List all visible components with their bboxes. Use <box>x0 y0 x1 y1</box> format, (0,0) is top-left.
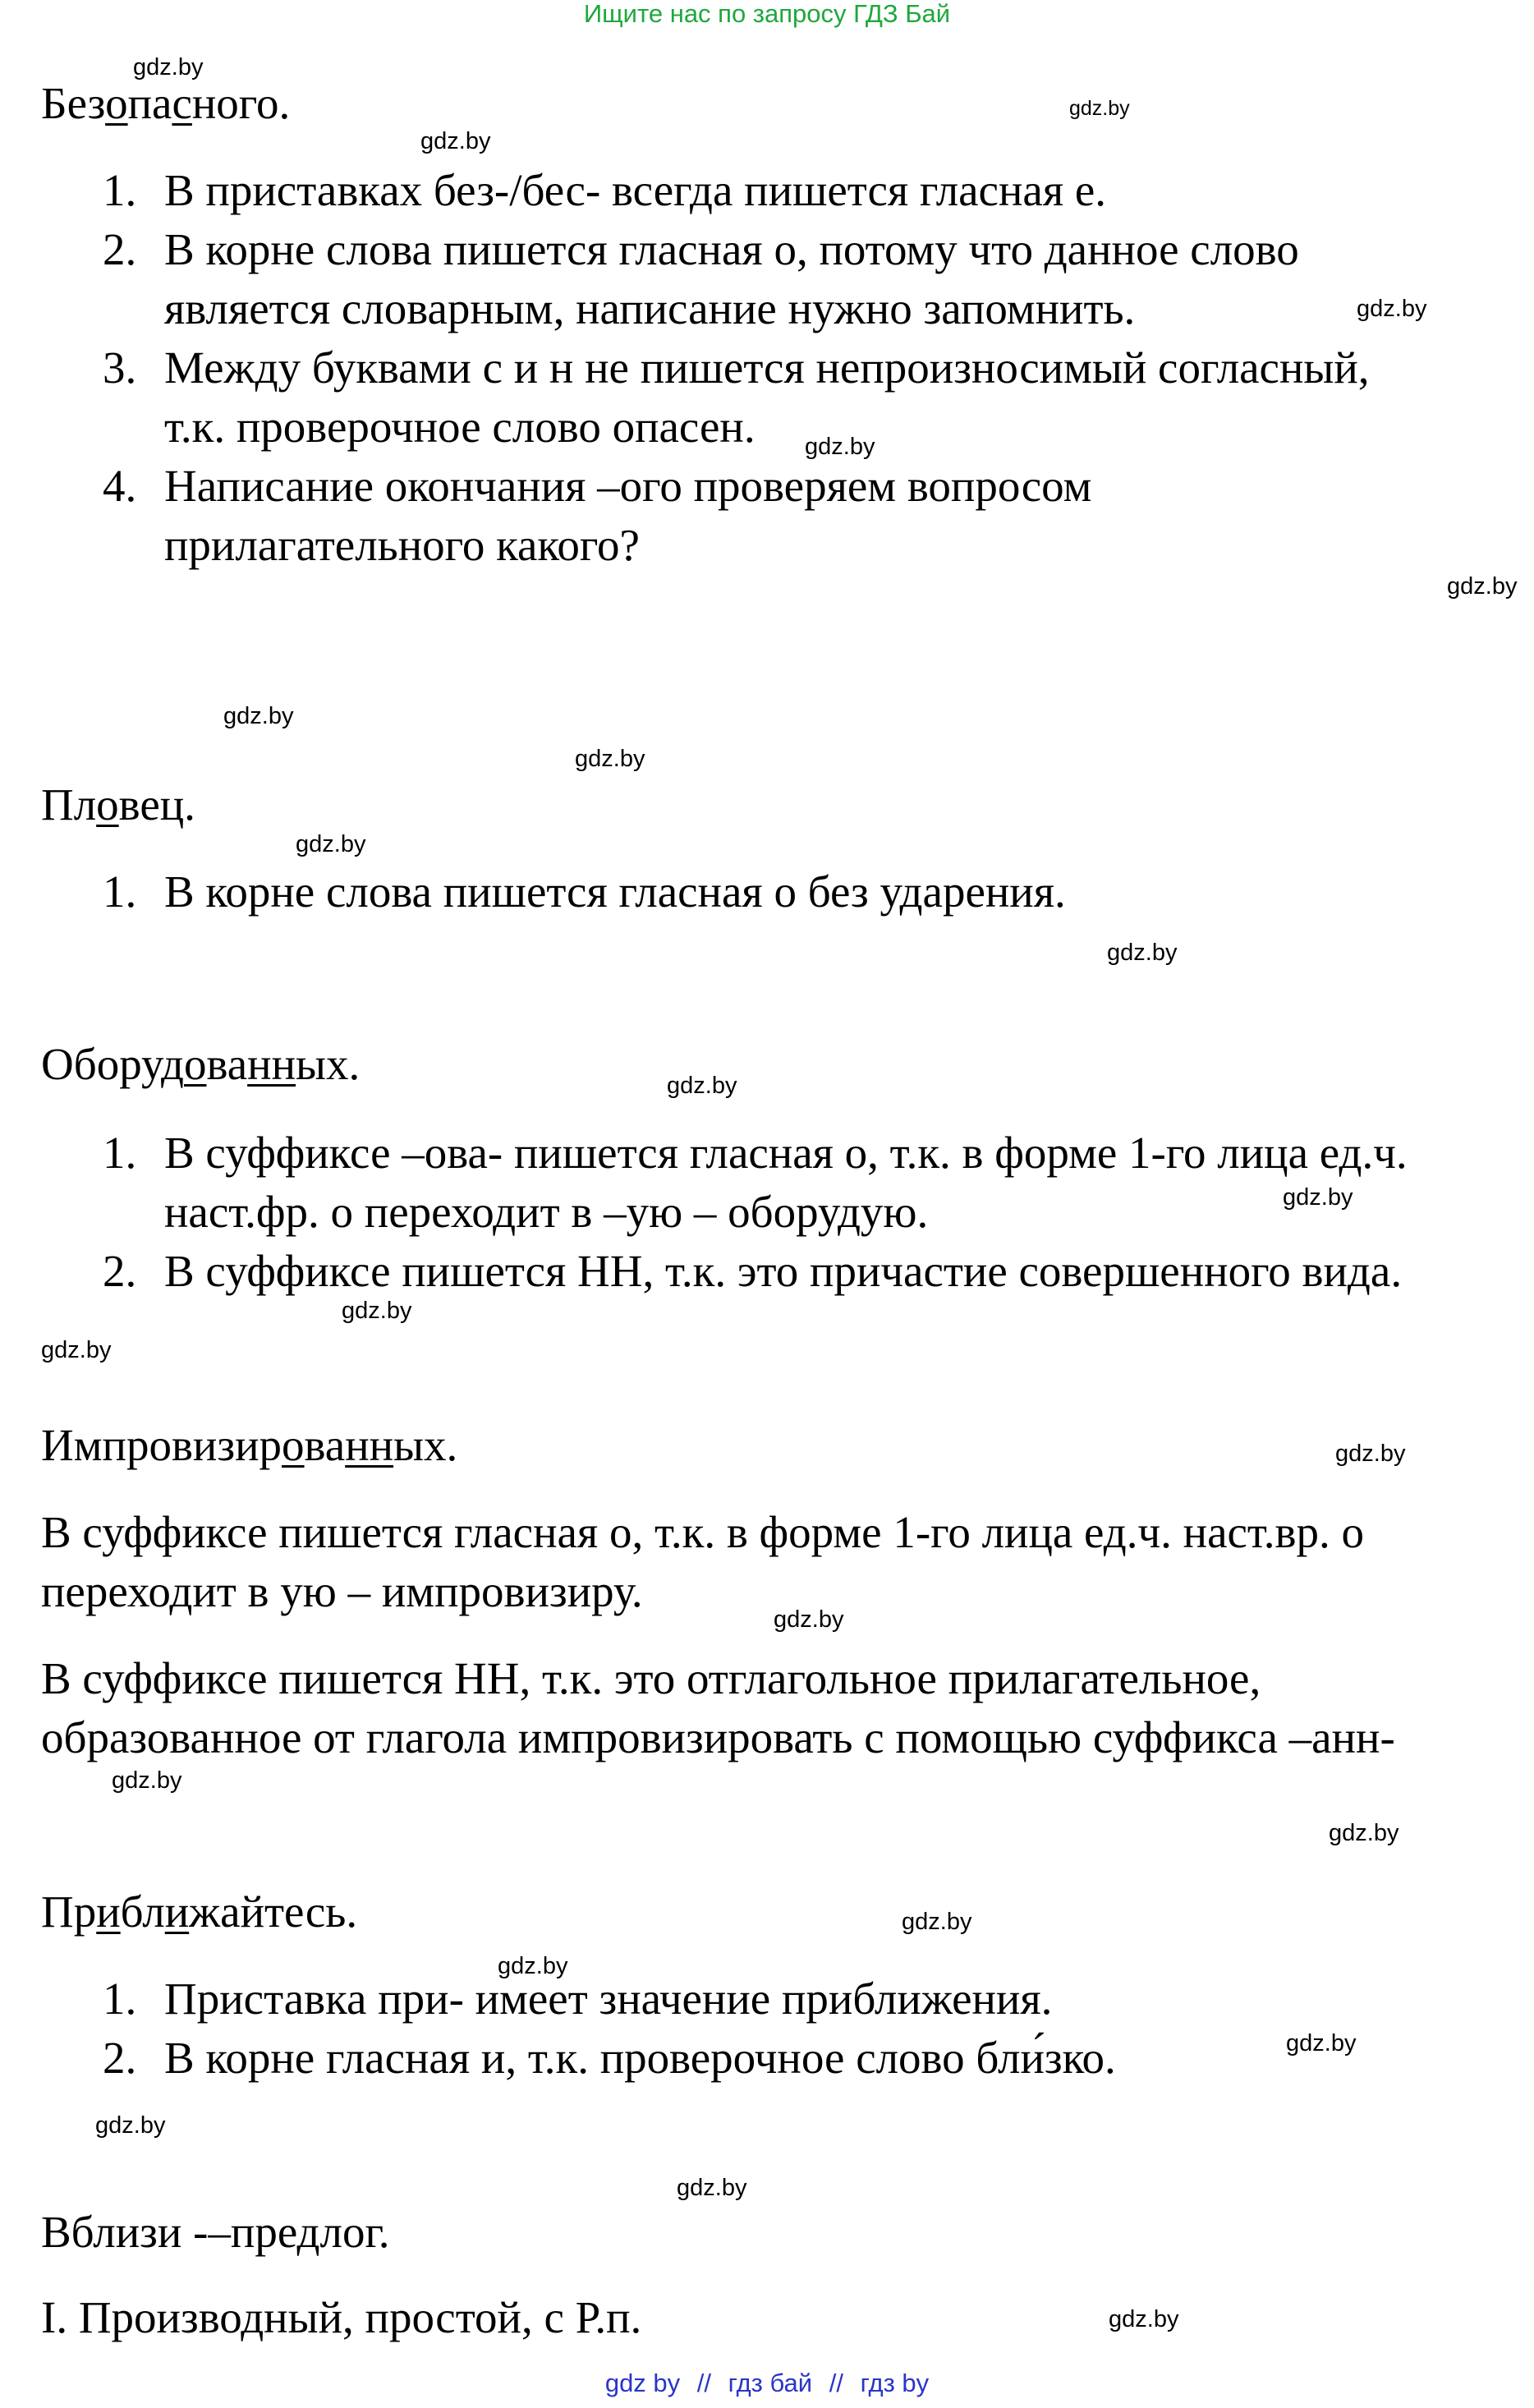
watermark: gdz.by <box>1283 1184 1353 1211</box>
list-number: 2. <box>103 2033 137 2083</box>
word-part: вец. <box>118 779 195 829</box>
list-item-text: Приставка при- имеет значение приближения. <box>164 1974 1053 2024</box>
watermark: gdz.by <box>1107 940 1178 966</box>
word-part: па <box>127 78 172 128</box>
list-item-text: В суффиксе пишется НН, т.к. это причастие совершенного вида. <box>164 1246 1403 1296</box>
word-orthogram: о <box>96 779 119 829</box>
word-part: Пл <box>41 779 97 829</box>
word-orthogram: с <box>172 78 192 128</box>
watermark: gdz.by <box>677 2175 747 2201</box>
footer-links <box>0 2369 1534 2397</box>
list-item-text: наст.фр. о переходит в –ую – оборудую. <box>164 1187 929 1237</box>
watermark: gdz.by <box>1329 1820 1399 1846</box>
watermark: gdz.by <box>1286 2030 1357 2056</box>
word-part: Оборуд <box>41 1039 184 1089</box>
watermark: gdz.by <box>296 831 366 857</box>
word-orthogram: о <box>184 1039 207 1089</box>
word-part: ного <box>191 78 279 128</box>
word-part: Импровизир <box>41 1420 282 1470</box>
word-heading-bezopasnogo <box>41 77 290 130</box>
word-orthogram: нн <box>345 1420 394 1470</box>
list-item-text: В корне слова пишется гласная о без ударения. <box>164 866 1066 917</box>
paragraph-line: I. Производный, простой, с Р.п. <box>41 2292 642 2342</box>
word-part: Пр <box>41 1886 97 1937</box>
list-item-text: В корне слова пишется гласная о, потому что данное слово <box>164 224 1299 274</box>
word-part: Без <box>41 78 106 128</box>
footer-link-gdz-bay[interactable]: гдз бай <box>728 2369 813 2397</box>
list-item-text: В приставках без-/бес- всегда пишется гласная е. <box>164 165 1107 215</box>
word-heading-improvizirovannyh <box>41 1419 457 1472</box>
footer-link-gdz-by-ru[interactable]: гдз by <box>860 2369 930 2397</box>
word-heading-plovec <box>41 779 195 831</box>
list-item-text: В корне гласная и, т.к. проверочное слово бли́зко. <box>164 2033 1116 2083</box>
footer-link-gdz-by[interactable]: gdz by <box>604 2369 681 2397</box>
watermark: gdz.by <box>1447 573 1518 600</box>
list-item-text: Между буквами с и н не пишется непроизносимый согласный, <box>164 342 1370 393</box>
footer-separator: // <box>829 2369 843 2397</box>
list-number: 4. <box>103 461 137 511</box>
word-orthogram: нн <box>247 1039 296 1089</box>
watermark: gdz.by <box>112 1767 182 1794</box>
watermark: gdz.by <box>774 1606 844 1633</box>
word-heading-vblizi: Вблизи -–предлог. <box>41 2207 390 2257</box>
word-part: . <box>278 78 291 128</box>
word-part: ых. <box>296 1039 361 1089</box>
watermark: gdz.by <box>41 1337 112 1363</box>
list-item-text: Написание окончания –ого проверяем вопросом <box>164 461 1092 511</box>
watermark: gdz.by <box>902 1909 972 1935</box>
watermark: gdz.by <box>223 703 294 729</box>
watermark: gdz.by <box>133 54 204 80</box>
watermark: gdz.by <box>420 128 491 154</box>
list-item-text: В суффиксе –ова- пишется гласная о, т.к. в форме 1-го лица ед.ч. <box>164 1128 1408 1178</box>
list-number: 1. <box>103 165 137 215</box>
list-number: 2. <box>103 224 137 274</box>
word-orthogram: о <box>105 78 128 128</box>
word-orthogram: о <box>282 1420 305 1470</box>
paragraph-line: В суффиксе пишется НН, т.к. это отглагольное прилагательное, <box>41 1653 1261 1703</box>
word-heading-priblizhaytes <box>41 1886 357 1938</box>
word-orthogram: и <box>96 1886 121 1937</box>
word-part: жайтесь. <box>189 1886 358 1937</box>
watermark: gdz.by <box>667 1073 737 1099</box>
list-item-text: т.к. проверочное слово опасен. <box>164 402 756 452</box>
watermark: gdz.by <box>95 2112 166 2139</box>
list-item-text: прилагательного какого? <box>164 520 640 570</box>
watermark: gdz.by <box>498 1953 568 1979</box>
word-part: ва <box>304 1420 346 1470</box>
paragraph-line: образованное от глагола импровизировать с помощью суффикса –анн- <box>41 1712 1395 1762</box>
list-number: 1. <box>103 1128 137 1178</box>
word-heading-oborudovannyh <box>41 1038 360 1091</box>
watermark: gdz.by <box>1069 97 1130 120</box>
paragraph-line: В суффиксе пишется гласная о, т.к. в форме 1-го лица ед.ч. наст.вр. о <box>41 1507 1365 1557</box>
list-number: 1. <box>103 1974 137 2024</box>
word-part: ых. <box>393 1420 458 1470</box>
watermark: gdz.by <box>575 746 645 772</box>
top-banner[interactable]: Ищите нас по запросу ГДЗ Бай <box>583 0 951 28</box>
paragraph-line: переходит в ую – импровизиру. <box>41 1566 643 1616</box>
word-part: бл <box>120 1886 165 1937</box>
watermark: gdz.by <box>342 1298 412 1324</box>
footer-separator: // <box>696 2369 712 2397</box>
list-number: 3. <box>103 342 137 393</box>
list-number: 2. <box>103 1246 137 1296</box>
watermark: gdz.by <box>1109 2306 1179 2332</box>
watermark: gdz.by <box>1357 296 1427 322</box>
list-number: 1. <box>103 866 137 917</box>
word-part: ва <box>206 1039 248 1089</box>
watermark: gdz.by <box>1335 1441 1406 1467</box>
word-orthogram: и <box>164 1886 190 1937</box>
watermark: gdz.by <box>805 434 875 460</box>
list-item-text: является словарным, написание нужно запомнить. <box>164 283 1136 333</box>
